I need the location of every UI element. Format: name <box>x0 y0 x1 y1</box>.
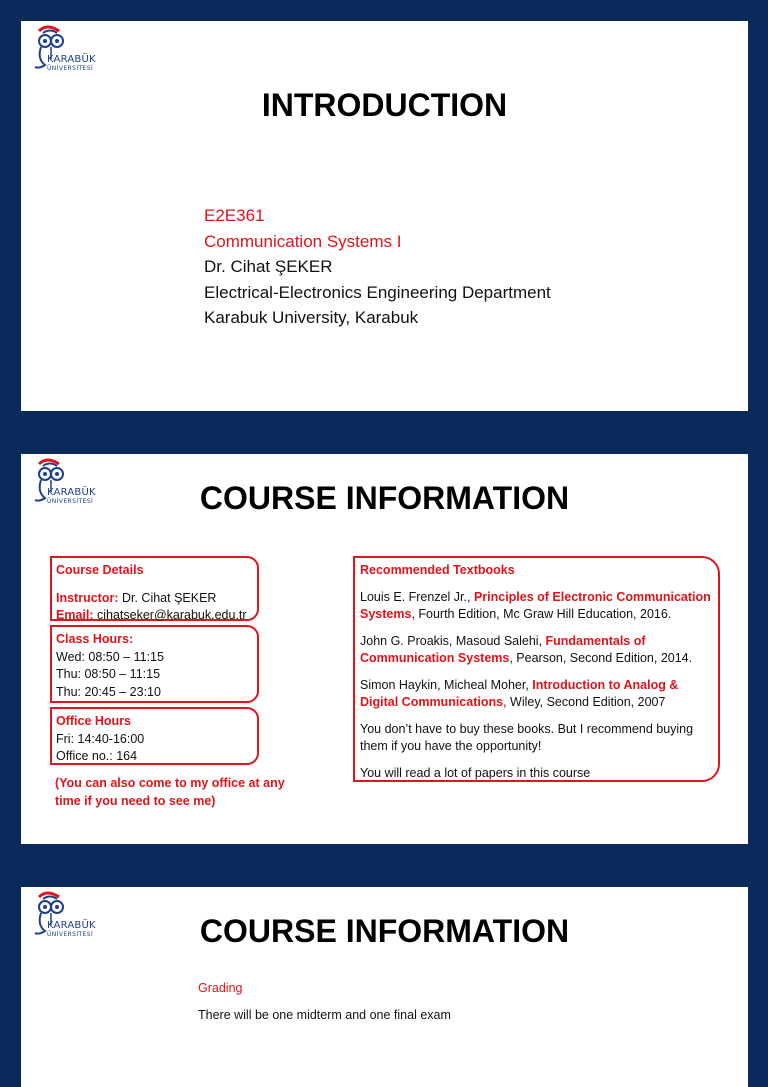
office-hours-line: Office no.: 164 <box>56 749 138 763</box>
slide-course-information-grading <box>21 887 748 1087</box>
office-hours-line: Fri: 14:40-16:00 <box>56 731 145 746</box>
textbook-details: , Fourth Edition, Mc Graw Hill Education, 2016. <box>411 607 672 621</box>
textbook-author: Louis E. Frenzel Jr., <box>360 589 474 604</box>
logo-text <box>47 55 96 73</box>
department: Electrical-Electronics Engineering Department <box>204 282 551 302</box>
class-hours-line: Wed: 08:50 – 11:15 <box>56 649 164 664</box>
office-hours-box <box>50 707 259 765</box>
textbooks-papers-note: You will read a lot of papers in this course <box>360 765 591 780</box>
university: Karabuk University, Karabuk <box>204 308 419 327</box>
class-hours-box <box>50 625 259 703</box>
class-hours-line: Thu: 08:50 – 11:15 <box>56 667 161 681</box>
logo-text-top: KARABÜK <box>47 54 96 65</box>
textbooks-note: You don’t have to buy these books. But I recommend buying them if you have the opportunity! <box>360 721 694 753</box>
university-logo <box>25 25 97 81</box>
textbooks-heading: Recommended Textbooks <box>360 563 515 577</box>
slide-title: INTRODUCTION <box>261 87 508 123</box>
slide-course-information <box>21 454 748 844</box>
textbook-title: Fundamentals of Communication Systems <box>360 633 646 665</box>
textbook-author: John G. Proakis, Masoud Salehi, <box>360 633 546 648</box>
logo-text-bottom: ÜNİVERSİTESİ <box>47 498 94 505</box>
course-details-box <box>50 556 259 621</box>
class-hours-line: Thu: 20:45 – 23:10 <box>56 684 161 699</box>
textbook-2 <box>360 633 713 668</box>
instructor-label: Instructor: <box>56 590 119 605</box>
slide-title: COURSE INFORMATION <box>199 480 570 516</box>
grading-heading: Grading <box>198 981 243 995</box>
textbook-3 <box>360 677 713 712</box>
office-note: (You can also come to my office at any time if you need to see me) <box>55 776 285 808</box>
slide-introduction <box>21 21 748 411</box>
textbook-title: Principles of Electronic Communication Systems <box>360 589 711 621</box>
logo-text-bottom: ÜNİVERSİTESİ <box>47 931 94 938</box>
course-name: Communication Systems I <box>204 231 402 251</box>
textbook-1 <box>360 589 713 624</box>
textbook-details: , Wiley, Second Edition, 2007 <box>503 695 666 709</box>
course-details-heading: Course Details <box>56 563 144 577</box>
class-hours-heading: Class Hours: <box>56 632 134 646</box>
email-label: Email: <box>56 608 94 622</box>
email-line <box>56 607 253 625</box>
slide-title: COURSE INFORMATION <box>199 913 570 949</box>
logo-text-top: KARABÜK <box>47 487 96 498</box>
textbook-title: Introduction to Analog & Digital Communications <box>360 677 679 709</box>
email-value[interactable]: cihatseker@karabuk.edu.tr <box>93 608 247 622</box>
logo-text-top: KARABÜK <box>47 920 96 931</box>
course-code: E2E361 <box>204 206 265 225</box>
instructor-line <box>56 590 253 608</box>
office-hours-heading: Office Hours <box>56 714 132 728</box>
instructor-value: Dr. Cihat ŞEKER <box>118 590 217 605</box>
instructor-name: Dr. Cihat ŞEKER <box>204 257 333 276</box>
textbooks-box <box>353 556 720 782</box>
textbook-details: , Pearson, Second Edition, 2014. <box>509 651 693 665</box>
logo-text-bottom: ÜNİVERSİTESİ <box>47 65 94 72</box>
intro-details <box>204 203 551 331</box>
grading-text: There will be one midterm and one final exam <box>198 1008 451 1022</box>
textbook-author: Simon Haykin, Micheal Moher, <box>360 677 533 692</box>
